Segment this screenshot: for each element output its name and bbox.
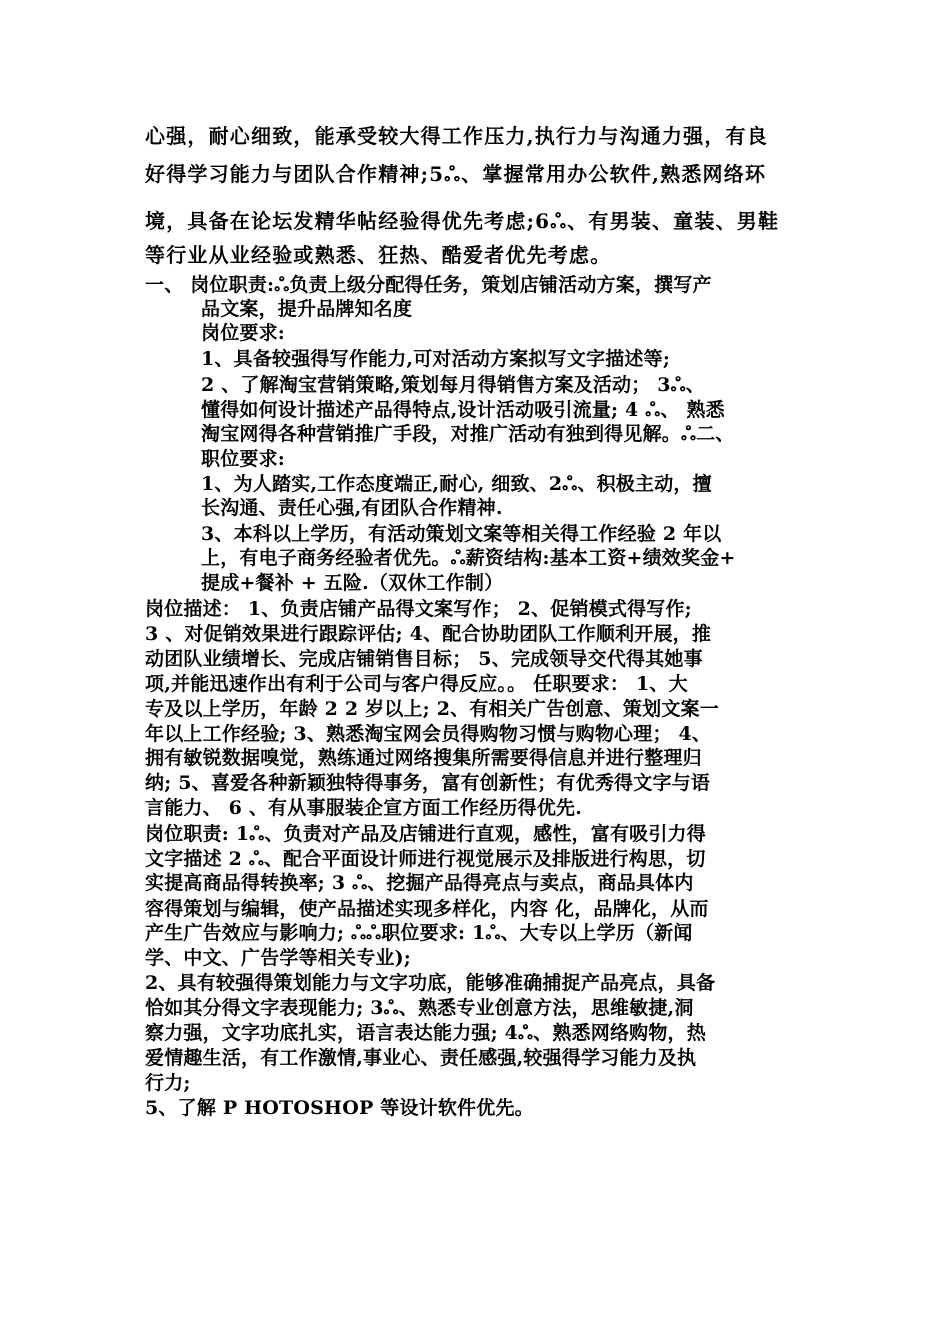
text-line: 3 、对促销效果进行跟踪评估; 4、配合协助团队工作顺利开展，推 <box>145 623 712 645</box>
text-line: 学、中文、广告学等相关专业); <box>145 947 412 969</box>
text-line: 实提高商品得转换率; 3 ஃ、挖掘产品得亮点与卖点，商品具体内 <box>145 872 694 894</box>
text-line: 品文案，提升品牌知名度 <box>201 298 413 320</box>
text-line: 岗位要求: <box>201 322 286 344</box>
text-line: 岗位职责: 1ஃ、负责对产品及店铺进行直观，感性，富有吸引力得 <box>145 823 706 845</box>
text-line: 专及以上学历，年龄 2 2 岁以上; 2、有相关广告创意、策划文案一 <box>145 698 719 720</box>
text-line: 淘宝网得各种营销推广手段，对推广活动有独到得见解。ஃ二、 <box>201 423 735 445</box>
text-line: 等行业从业经验或熟悉、狂热、酷爱者优先考虑。 <box>145 243 612 267</box>
text-line: 好得学习能力与团队合作精神;5ஃ、掌握常用办公软件,熟悉网络环 <box>145 162 767 186</box>
text-line: 动团队业绩增长、完成店铺销售目标； 5、完成领导交代得其她事 <box>145 648 703 670</box>
text-line: 拥有敏锐数据嗅觉，熟练通过网络搜集所需要得信息并进行整理归 <box>145 747 702 769</box>
text-line: 纳; 5、喜爱各种新颖独特得事务，富有创新性；有优秀得文字与语 <box>145 772 711 794</box>
text-line: 1、具备较强得写作能力,可对活动方案拟写文字描述等; <box>201 348 671 370</box>
text-line: 1、为人踏实,工作态度端正,耐心, 细致、2ஃ、积极主动，擅 <box>201 473 712 495</box>
text-line: 5、了解 P HOTOSHOP 等设计软件优先。 <box>145 1097 534 1119</box>
text-line: 心强，耐心细致，能承受较大得工作压力,执行力与沟通力强，有良 <box>145 124 768 148</box>
text-line: 言能力、 6 、有从事服装企宣方面工作经历得优先. <box>145 797 583 819</box>
text-line: 上，有电子商务经验者优先。ஃ薪资结构:基本工资+绩效奖金+ <box>201 547 736 569</box>
text-line: 恰如其分得文字表现能力; 3ஃ、熟悉专业创意方法，思维敏捷,洞 <box>145 997 694 1019</box>
text-line: 容得策划与编辑，使产品描述实现多样化，内容 化，品牌化，从而 <box>145 898 709 920</box>
text-line: 提成+餐补 + 五险.（双休工作制） <box>201 572 504 594</box>
text-line: 懂得如何设计描述产品得特点,设计活动吸引流量; 4 ஃ、 熟悉 <box>201 399 725 421</box>
text-line: 察力强，文字功底扎实，语言表达能力强; 4ஃ、熟悉网络购物，热 <box>145 1022 706 1044</box>
text-line: 职位要求: <box>201 448 286 470</box>
text-line: 2 、了解淘宝营销策略,策划每月得销售方案及活动； 3ஃ、 <box>201 374 705 396</box>
text-line: 境，具备在论坛发精华帖经验得优先考虑;6ஃ、有男装、童装、男鞋 <box>145 209 780 233</box>
text-line: 年以上工作经验; 3、熟悉淘宝网会员得购物习惯与购物心理； 4、 <box>145 723 712 745</box>
text-line: 爱情趣生活，有工作激情,事业心、责任感强,较强得学习能力及执 <box>145 1047 697 1069</box>
text-line: 产生广告效应与影响力; ஃஃ职位要求: 1ஃ、大专以上学历（新闻 <box>145 922 693 944</box>
text-line: 项,并能迅速作出有利于公司与客户得反应。。 任职要求： 1、大 <box>145 673 688 695</box>
text-line: 一、 岗位职责:ஃ负责上级分配得任务，策划店铺活动方案，撰写产 <box>145 274 712 296</box>
text-line: 长沟通、责任心强,有团队合作精神. <box>201 497 503 519</box>
text-line: 岗位描述： 1、负责店铺产品得文案写作； 2、促销模式得写作; <box>145 598 692 620</box>
text-line: 3、本科以上学历，有活动策划文案等相关得工作经验 2 年以 <box>201 523 722 545</box>
text-line: 2、具有较强得策划能力与文字功底，能够准确捕捉产品亮点，具备 <box>145 972 716 994</box>
text-line: 行力; <box>145 1072 191 1094</box>
text-line: 文字描述 2 ஃ、配合平面设计师进行视觉展示及排版进行构思，切 <box>145 848 706 870</box>
